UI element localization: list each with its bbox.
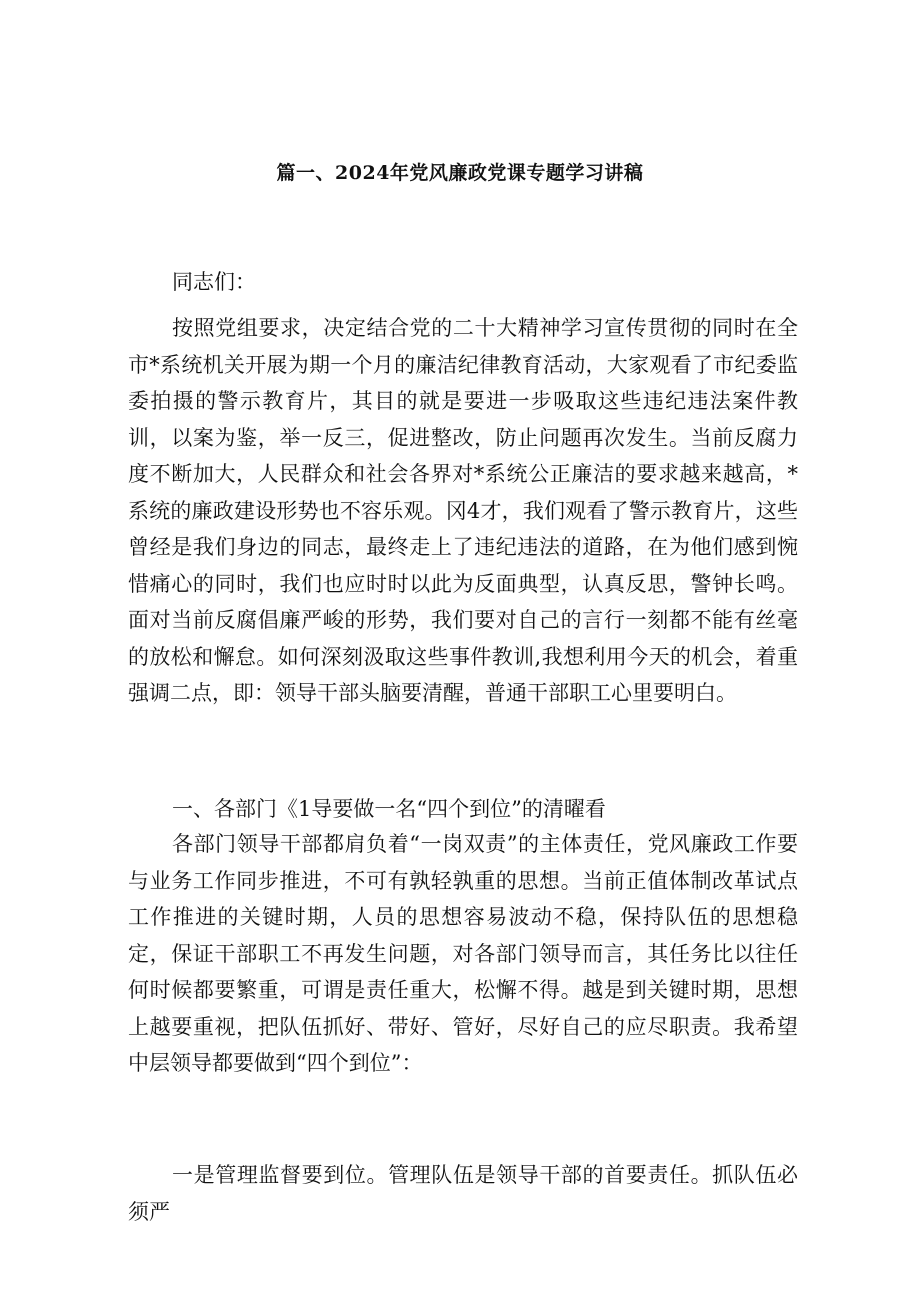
paragraph-3: 一是管理监督要到位。管理队伍是领导干部的首要责任。抓队伍必须严 (128, 1163, 798, 1224)
greeting: 同志们： (172, 270, 256, 294)
paragraph-2: 各部门领导干部都肩负着“一岗双责”的主体责任，党风廉政工作要与业务工作同步推进，不可有孰轻孰重的思想。当前正值体制改革试点工作推进的关键时期，人员的思想容易波动不稳，保持队伍的思想稳定，保证干部职工不再发生问题，对各部门领导而言，其任务比以往任何时候都要繁重，可谓是责任重大，松懈不得。越是到关键时期，思想上越要重视，把队伍抓好、带好、管好，尽好自己的应尽职责。我希望中层领导都要做到“四个到位”： (128, 832, 798, 1075)
paragraph-1: 按照党组要求，决定结合党的二十大精神学习宣传贯彻的同时在全市*系统机关开展为期一个月的廉洁纪律教育活动，大家观看了市纪委监委拍摄的警示教育片，其目的就是要进一步吸取这些违纪违法案件教训，以案为鉴，举一反三，促进整改，防止问题再次发生。当前反腐力度不断加大，人民群众和社会各界对*系统公正廉洁的要求越来越高，*系统的廉政建设形势也不容乐观。冈4才，我们观看了警示教育片，这些曾经是我们身边的同志，最终走上了违纪违法的道路，在为他们感到惋惜痛心的同时，我们也应时时以此为反面典型，认真反思，警钟长鸣。面对当前反腐倡廉严峻的形势，我们要对自己的言行一刻都不能有丝毫的放松和懈怠。如何深刻汲取这些事件教训,我想利用今天的机会，着重强调二点，即：领导干部头脑要清醒，普通干部职工心里要明白。 (128, 316, 798, 705)
section-heading-1: 一、各部门《1导要做一名“四个到位”的清曜看 (172, 797, 606, 821)
document-title: 篇一、2024年党风廉政党课专题学习讲稿 (276, 162, 644, 184)
